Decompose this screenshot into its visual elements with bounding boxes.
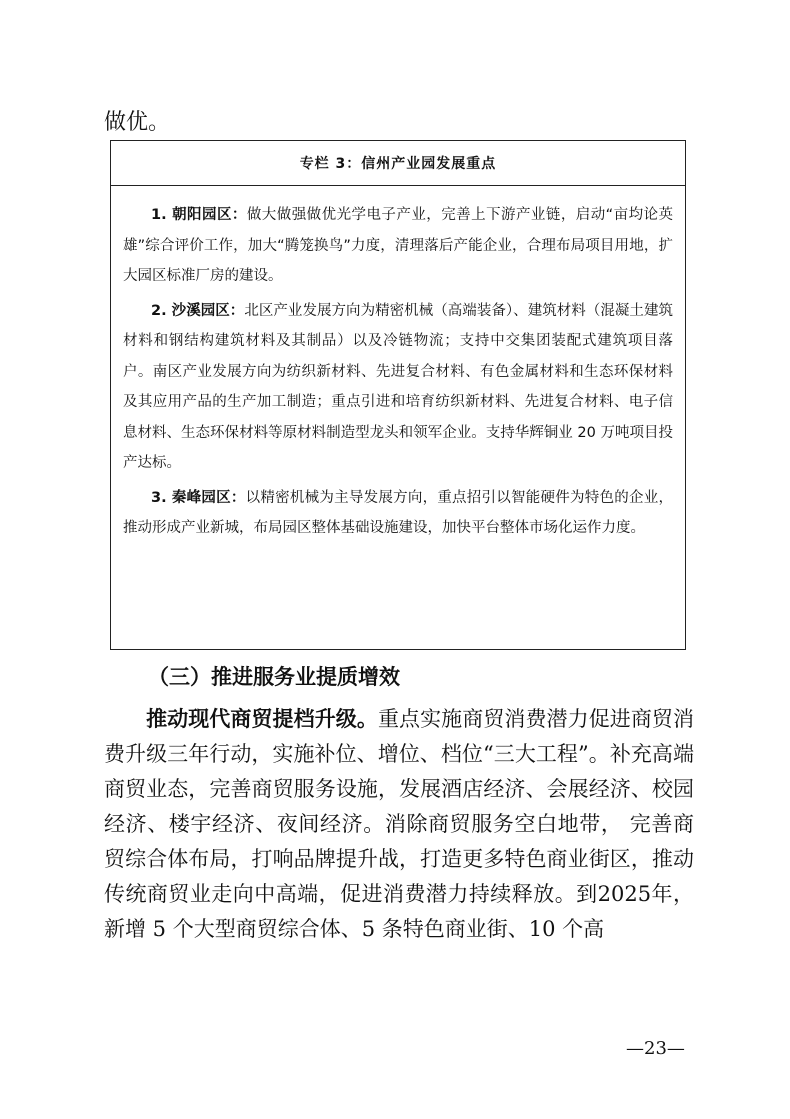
park-name: 1. 朝阳园区： bbox=[151, 207, 247, 223]
body-paragraph bbox=[104, 702, 694, 947]
feature-box bbox=[110, 140, 686, 650]
park-description: 做大做强做优光学电子产业，完善上下游产业链，启动“亩均论英雄”综合评价工作，加大“腾笼换鸟”力度，清理落后产能企业，合理布局项目用地，扩大园区标准厂房的建设。 bbox=[123, 207, 673, 284]
feature-box-body bbox=[111, 186, 685, 544]
paragraph-lead: 推动现代商贸提档升级。 bbox=[146, 707, 378, 731]
park-item-shaxi bbox=[123, 296, 673, 479]
park-name: 3. 秦峰园区： bbox=[151, 489, 246, 506]
park-item-qinfeng bbox=[123, 483, 673, 544]
section-heading: （三）推进服务业提质增效 bbox=[148, 665, 400, 689]
park-name: 2. 沙溪园区： bbox=[151, 302, 245, 319]
park-item-chaoyang bbox=[123, 200, 673, 292]
page-number: —23— bbox=[626, 1038, 685, 1059]
park-description: 北区产业发展方向为精密机械（高端装备）、建筑材料（混凝土建筑材料和钢结构建筑材料及其制品）以及冷链物流；支持中交集团装配式建筑项目落户。南区产业发展方向为纺织新材料、先进复合材料、有色金属材料和生态环保材料及其应用产品的生产加工制造；重点引进和培育纺织新材料、先进复合材料、电子信息材料、生态环保材料等原材料制造型龙头和领军企业。支持华辉铜业 20 万吨项目投产达标。 bbox=[123, 302, 673, 471]
feature-box-title: 专栏 3：信州产业园发展重点 bbox=[111, 141, 685, 186]
park-description: 以精密机械为主导发展方向，重点招引以智能硬件为特色的企业，推动形成产业新城，布局园区整体基础设施建设，加快平台整体市场化运作力度。 bbox=[123, 489, 673, 536]
continued-text: 做优。 bbox=[104, 110, 171, 135]
paragraph-text: 重点实施商贸消费潜力促进商贸消费升级三年行动，实施补位、增位、档位“三大工程”。补充高端商贸业态，完善商贸服务设施，发展酒店经济、会展经济、校园经济、楼宇经济、夜间经济。消除商贸服务空白地带， 完善商贸综合体布局，打响品牌提升战，打造更多特色商业街区，推动传统商贸业走向中高端，促进消费潜力持续释放。到2025年，新增 5 个大型商贸综合体、5 条特色商业街、10 个高 bbox=[104, 707, 695, 941]
